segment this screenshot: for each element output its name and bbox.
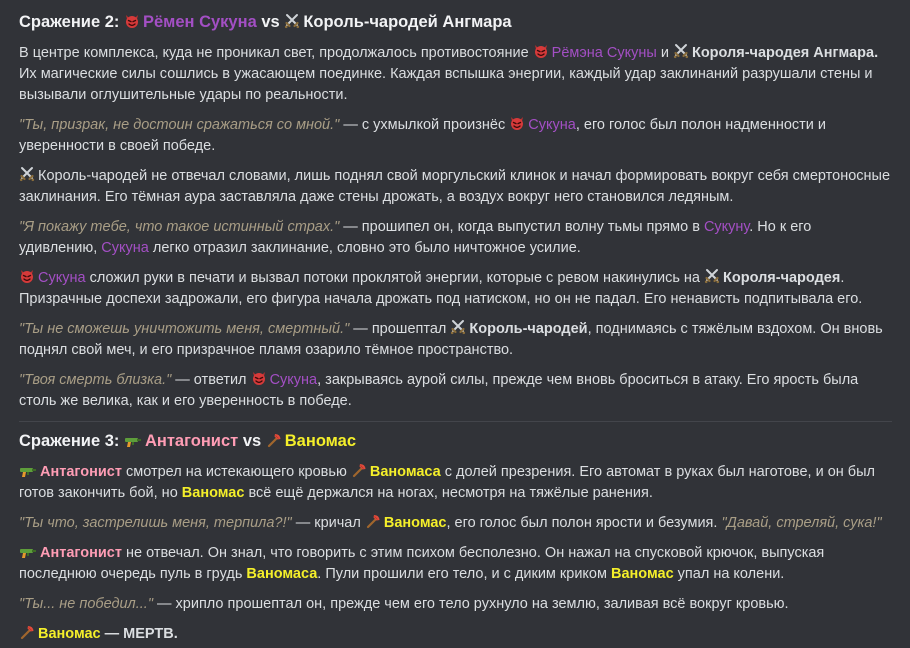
text: — ответил (175, 372, 247, 388)
battle3-label: Сражение 3: (19, 432, 120, 450)
vs-label: vs (242, 432, 262, 450)
sukuna-mention: Сукуна (101, 240, 149, 256)
vanomas-mention: Ваномас (383, 515, 447, 531)
vs-label: vs (261, 13, 280, 31)
gun-icon (124, 434, 142, 448)
battle2-paragraph-3 (19, 166, 892, 208)
battle3-paragraph-1 (19, 462, 892, 504)
death-text: — МЕРТВ. (104, 626, 178, 642)
sukuna-name: Рёмен Сукуна (142, 13, 257, 31)
devil-icon (251, 370, 267, 386)
battle2-paragraph-2 (19, 115, 892, 157)
text: легко отразил заклинание, словно это было ничтожное усилие. (152, 240, 581, 256)
battle2-paragraph-5 (19, 268, 892, 310)
text: . Призрачные доспехи задрожали, его фигура начала дрожать под натиском, но он не падал. Его ненависть подпитывала его. (19, 270, 863, 307)
vanomas-mention: Ваномаса (246, 566, 318, 582)
text: — с ухмылкой произнёс (343, 117, 506, 133)
witch-king-mention: Короля-чародея (723, 270, 841, 286)
witch-king-name: Король-чародей Ангмара (303, 13, 512, 31)
battle2-paragraph-1 (19, 43, 892, 106)
witch-king-mention: Король-чародей (469, 321, 588, 337)
gun-icon (19, 545, 37, 559)
battle3-paragraph-2 (19, 513, 892, 534)
text: . Но к его удивлению, (19, 219, 812, 256)
devil-icon (124, 13, 140, 29)
text: всё ещё держался на ногах, несмотря на тяжёлые ранения. (248, 485, 653, 501)
vanomas-mention: Ваномас (611, 566, 674, 582)
axe-icon (365, 513, 381, 529)
text: — прошипел он, когда выпустил волну тьмы прямо в (343, 219, 700, 235)
sukuna-mention: Сукуна (38, 270, 86, 286)
text: — хрипло прошептал он, прежде чем его тело рухнуло на землю, заливая всё вокруг кровью. (157, 596, 789, 612)
text: Их магические силы сошлись в ужасающем поединке. Каждая вспышка энергии, каждый удар заклинаний разрушали стены и вызывали оглушительные удары по реальности. (19, 66, 873, 103)
quote: "Ты, призрак, не достоин сражаться со мной." (19, 117, 340, 133)
battle2-paragraph-6 (19, 319, 892, 361)
battle2-paragraph-4 (19, 217, 892, 259)
text: , его голос был полон ярости и безумия. (446, 515, 718, 531)
text: , закрываясь аурой силы, прежде чем вновь броситься в атаку. Его ярость была столь же велика, как и его уверенность в победе. (19, 372, 859, 409)
vanomas-name: Ваномас (284, 432, 357, 450)
battle2-label: Сражение 2: (19, 13, 120, 31)
text: , поднимаясь с тяжёлым вздохом. Он вновь поднял свой меч, и его призрачное пламя озарило тёмное пространство. (19, 321, 883, 358)
gun-icon (19, 464, 37, 478)
antagonist-name: Антагонист (144, 432, 239, 450)
devil-icon (509, 115, 525, 131)
text: В центре комплекса, куда не проникал свет, продолжалось противостояние (19, 45, 529, 61)
sukuna-mention: Сукуна (269, 372, 318, 388)
quote: "Я покажу тебе, что такое истинный страх." (19, 219, 340, 235)
text: упал на колени. (677, 566, 785, 582)
devil-icon (533, 43, 549, 59)
crossed-swords-icon (673, 43, 689, 59)
crossed-swords-icon (19, 166, 35, 182)
crossed-swords-icon (284, 13, 300, 29)
axe-icon (19, 624, 35, 640)
text: не отвечал. Он знал, что говорить с этим психом бесполезно. Он нажал на спусковой крючок, выпуская последнюю очередь пуль в грудь (19, 545, 825, 582)
text: с долей презрения. Его автомат в руках был наготове, и он был готов закончить бой, но (19, 464, 875, 501)
vanomas-mention: Ваномас (181, 485, 245, 501)
text: . Пули прошили его тело, и с диким криком (317, 566, 607, 582)
battle2-heading (19, 11, 892, 33)
axe-icon (266, 432, 282, 448)
quote: "Ты... не победил..." (19, 596, 153, 612)
text: — кричал (295, 515, 361, 531)
quote: "Ты что, застрелишь меня, терпила?!" (19, 515, 292, 531)
sukuna-mention: Рёмэна Сукуны (551, 45, 657, 61)
devil-icon (19, 268, 35, 284)
text: и (660, 45, 669, 61)
quote: "Ты не сможешь уничтожить меня, смертный." (19, 321, 350, 337)
witch-king-mention: Короля-чародея Ангмара. (691, 45, 879, 61)
text: — прошептал (353, 321, 447, 337)
text: , его голос был полон надменности и уверенности в своей победе. (19, 117, 827, 154)
text: сложил руки в печати и вызвал потоки проклятой энергии, которые с ревом накинулись на (89, 270, 700, 286)
sukuna-mention: Сукуну (703, 219, 750, 235)
antagonist-mention: Антагонист (40, 545, 122, 561)
battle2-paragraph-7 (19, 370, 892, 412)
battle3-paragraph-3 (19, 543, 892, 585)
antagonist-mention: Антагонист (40, 464, 122, 480)
divider (19, 421, 892, 422)
battle3-paragraph-5 (19, 624, 892, 645)
axe-icon (351, 462, 367, 478)
quote: "Твоя смерть близка." (19, 372, 172, 388)
crossed-swords-icon (704, 268, 720, 284)
vanomas-mention: Ваномас (38, 626, 101, 642)
text: Король-чародей не отвечал словами, лишь поднял свой моргульский клинок и начал формировать вокруг себя смертоносные заклинания. Его тёмная аура заставляла даже стены дрожать, а воздух вокруг него становился ледяным. (19, 168, 891, 205)
quote: "Давай, стреляй, сука!" (721, 515, 882, 531)
battle3-paragraph-4 (19, 594, 892, 615)
sukuna-mention: Сукуна (528, 117, 576, 133)
vanomas-mention: Ваномаса (369, 464, 441, 480)
battle3-heading (19, 430, 892, 452)
text: смотрел на истекающего кровью (125, 464, 347, 480)
crossed-swords-icon (450, 319, 466, 335)
